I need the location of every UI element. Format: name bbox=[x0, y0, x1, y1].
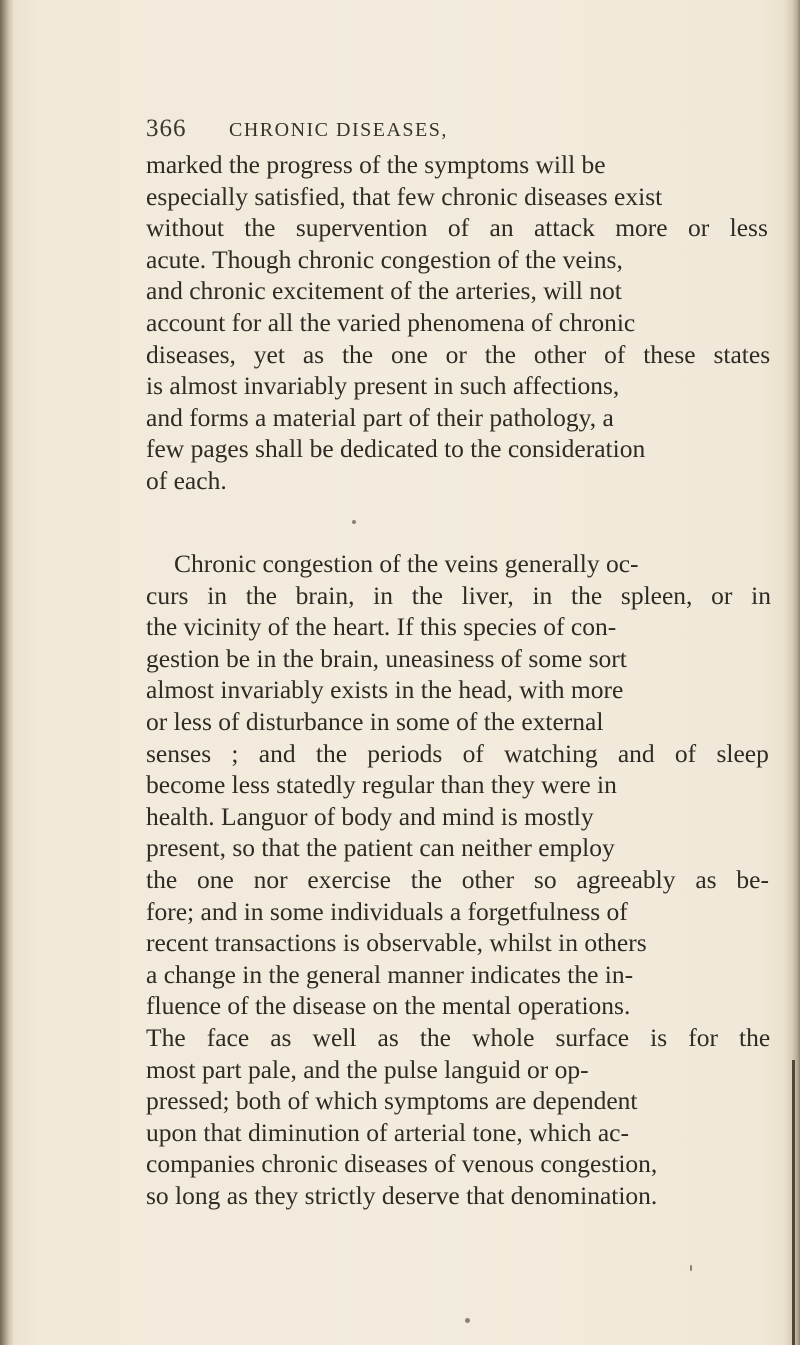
text-line: acute. Though chronic congestion of the veins, bbox=[146, 244, 623, 274]
paragraph-1 bbox=[146, 149, 771, 497]
text-line: fore; and in some individuals a forgetfulness of bbox=[146, 896, 628, 926]
text-line: recent transactions is observable, whilst in others bbox=[146, 928, 647, 958]
binding-shadow bbox=[0, 0, 14, 1345]
text-line: marked the progress of the symptoms will be bbox=[146, 150, 606, 179]
text-line: The face as well as the whole surface is for the bbox=[146, 1022, 771, 1052]
text-line: senses ; and the periods of watching and of sleep bbox=[146, 738, 769, 768]
text-line: and forms a material part of their pathology, a bbox=[146, 402, 614, 432]
text-line: is almost invariably present in such affections, bbox=[146, 371, 620, 401]
text-line: become less statedly regular than they were in bbox=[146, 770, 617, 800]
text-line: few pages shall be dedicated to the consideration bbox=[146, 434, 646, 464]
text-line: companies chronic diseases of venous congestion, bbox=[146, 1149, 658, 1179]
text-line: and chronic excitement of the arteries, will not bbox=[146, 276, 622, 306]
text-line: without the supervention of an attack more or less bbox=[146, 213, 768, 243]
text-line: especially satisfied, that few chronic diseases exist bbox=[146, 181, 663, 211]
text-line: almost invariably exists in the head, with more bbox=[146, 675, 624, 705]
text-line: a change in the general manner indicates the in- bbox=[146, 959, 634, 989]
paragraph-2 bbox=[146, 548, 771, 1211]
page-header bbox=[146, 106, 646, 146]
text-line: diseases, yet as the one or the other of these states bbox=[146, 339, 771, 369]
text-line: curs in the brain, in the liver, in the spleen, or in bbox=[146, 580, 771, 610]
page-edge-line bbox=[792, 1060, 795, 1345]
text-line: most part pale, and the pulse languid or op- bbox=[146, 1054, 589, 1084]
text-line: the one nor exercise the other so agreeably as be- bbox=[146, 864, 769, 894]
page-number: 366 bbox=[146, 115, 187, 142]
text-line: the vicinity of the heart. If this species of con- bbox=[146, 612, 617, 642]
text-line: upon that diminution of arterial tone, which ac- bbox=[146, 1117, 629, 1147]
text-line: health. Languor of body and mind is mostly bbox=[146, 801, 594, 831]
text-line: present, so that the patient can neither employ bbox=[146, 833, 615, 863]
text-line: gestion be in the brain, uneasiness of some sort bbox=[146, 643, 627, 673]
text-line: or less of disturbance in some of the external bbox=[146, 706, 604, 736]
text-line: Chronic congestion of the veins generally oc- bbox=[174, 549, 639, 578]
paper-speck bbox=[352, 520, 356, 524]
text-line: so long as they strictly deserve that denomination. bbox=[146, 1180, 658, 1210]
running-head: CHRONIC DISEASES, bbox=[229, 119, 448, 141]
text-line: pressed; both of which symptoms are dependent bbox=[146, 1086, 638, 1116]
text-line: account for all the varied phenomena of chronic bbox=[146, 307, 636, 337]
text-line: fluence of the disease on the mental operations. bbox=[146, 991, 631, 1021]
paper-speck bbox=[690, 1265, 692, 1271]
text-line: of each. bbox=[146, 465, 227, 495]
paper-speck bbox=[465, 1318, 470, 1323]
